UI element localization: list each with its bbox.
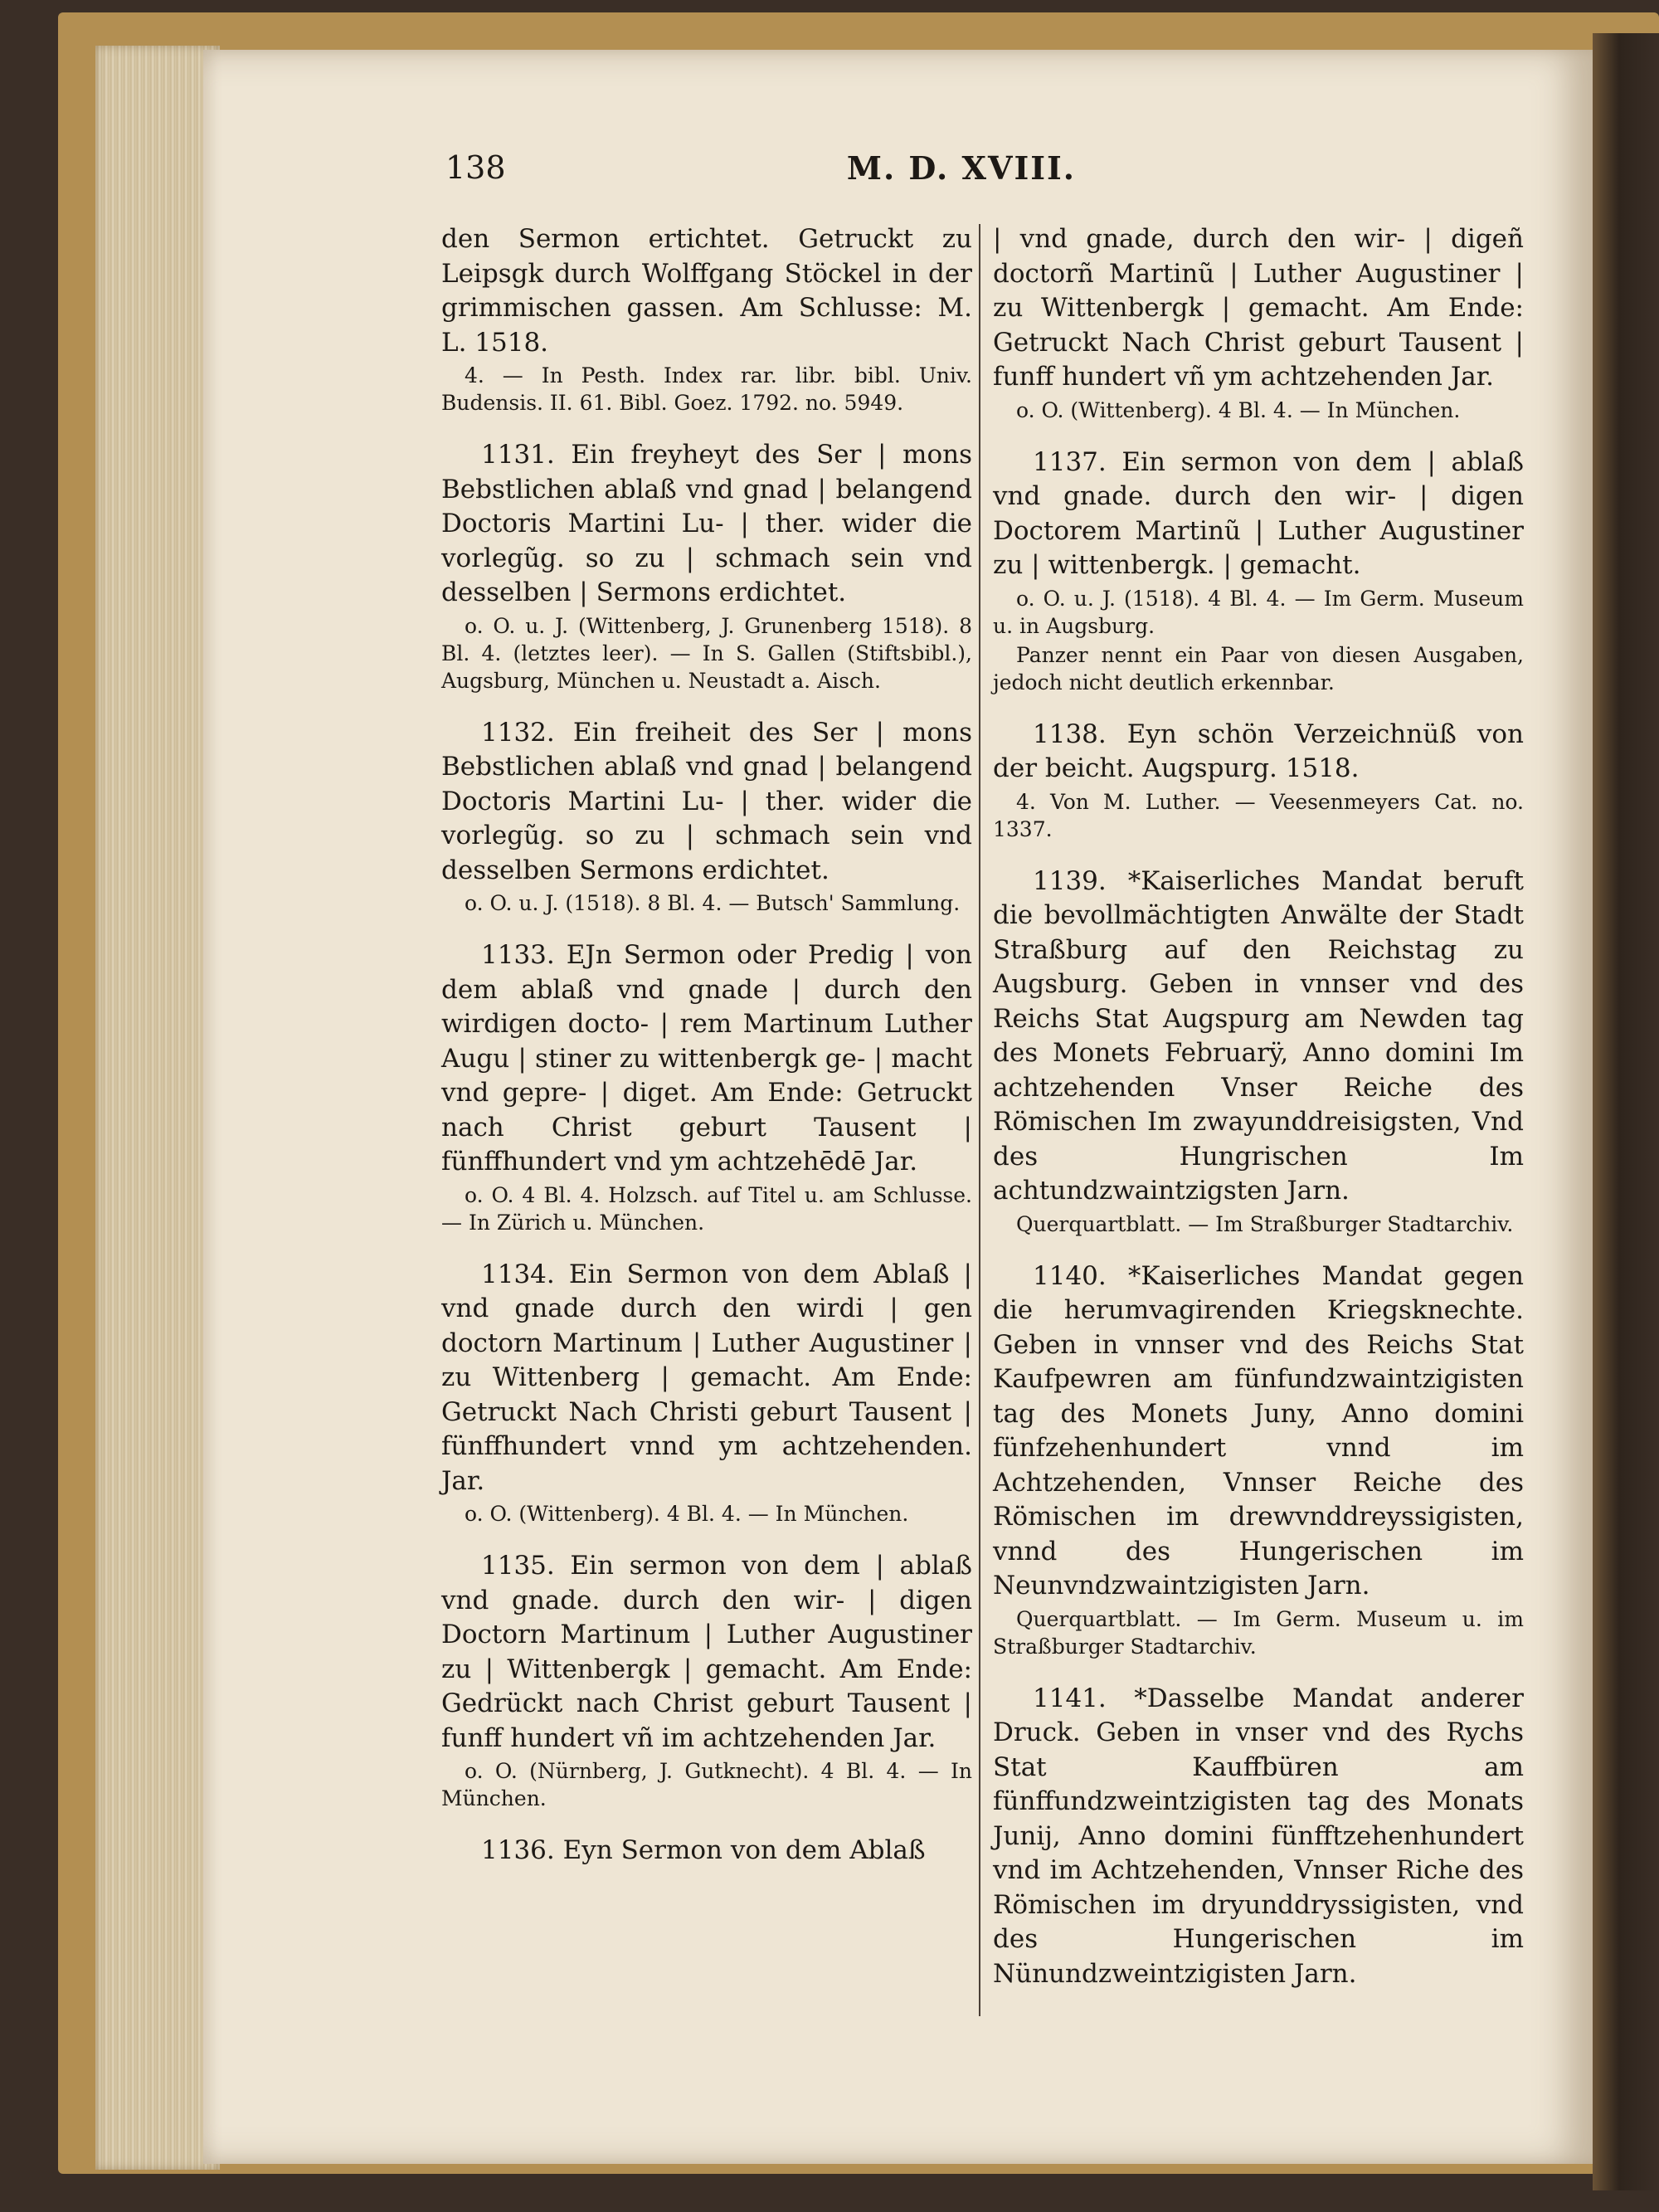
entry-note: o. O. (Nürnberg, J. Gutknecht). 4 Bl. 4. — In München. — [441, 1759, 972, 1810]
entry-1139 — [993, 865, 1524, 1238]
entry-note: Querquartblatt. — Im Germ. Museum u. im Straßburger Stadtarchiv. — [993, 1606, 1524, 1659]
entry-text: 1136. Eyn Sermon von dem Ablaß — [481, 1835, 926, 1865]
entry-note: 4. Von M. Luther. — Veesenmeyers Cat. no. 1337. — [993, 789, 1524, 841]
entry-1136 — [441, 1834, 972, 1869]
entry-text: 1132. Ein freiheit des Ser | mons Bebstlichen ablaß vnd gnad | belangend Doctoris Martini Lu- | ther. wider die vorlegũg. so zu | schmach sein vnd desselben Sermons erdichtet. — [441, 717, 972, 885]
entry-1136-end — [993, 222, 1524, 424]
entry-text: den Sermon ertichtet. Getruckt zu Leipsgk durch Wolffgang Stöckel in der grimmischen gassen. Am Schlusse: M. L. 1518. — [441, 224, 972, 358]
entry-text: 1137. Ein sermon von dem | ablaß vnd gnade. durch den wir- | digen Doctorem Martinũ | Luther Augustiner zu | wittenbergk. | gemacht. — [993, 446, 1524, 580]
entry-1131 — [441, 438, 972, 694]
entry-note: o. O. (Wittenberg). 4 Bl. 4. — In München. — [1016, 397, 1461, 422]
entry-1134 — [441, 1258, 972, 1528]
entry-note: Panzer nennt ein Paar von diesen Ausgaben, jedoch nicht deutlich erkennbar. — [993, 642, 1524, 694]
entry-1138 — [993, 718, 1524, 843]
running-title: M. D. XVIII. — [846, 149, 1076, 187]
page-edges — [95, 46, 220, 2170]
page-header — [445, 149, 1076, 199]
entry-1137 — [993, 446, 1524, 696]
entry-1141 — [993, 1682, 1524, 1992]
column-divider — [979, 224, 980, 2016]
entry-note: o. O. (Wittenberg). 4 Bl. 4. — In München. — [465, 1502, 909, 1526]
entry-1135 — [441, 1549, 972, 1812]
entry-note: o. O. u. J. (1518). 4 Bl. 4. — Im Germ. Museum u. in Augsburg. — [993, 586, 1524, 638]
entry-text: 1140. *Kaiserliches Mandat gegen die herumvagirenden Kriegsknechte. Geben in vnnser vnd des Reichs Stat Kaufpewren am fünfundzwaintzigisten tag des Monets Juny, Anno domini fünfzehenhundert vnnd im Achtzehenden, Vnnser Reiche des Römischen im drewvnddreyssigisten, vnnd des Hungerischen im Neunvndzwaintzigisten Jarn. — [993, 1260, 1524, 1601]
entry-text: 1135. Ein sermon von dem | ablaß vnd gnade. durch den wir- | digen Doctorn Martinum | Luther Augustiner zu | Wittenbergk | gemacht. Am Ende: Gedrückt nach Christ geburt Tausent | funff hundert vñ im achtzehenden Jar. — [441, 1551, 972, 1753]
entry-1133 — [441, 938, 972, 1236]
entry-text: 1133. EJn Sermon oder Predig | von dem ablaß vnd gnade | durch den wirdigen docto- | rem Martinum Luther Augu | stiner zu wittenbergk ge- | macht vnd gepre- | diget. Am Ende: Getruckt nach Christ geburt Tausent | fünffhundert vnd ym achtzehēdē Jar. — [441, 940, 972, 1177]
entry-text: | vnd gnade, durch den wir- | digeñ doctorñ Martinũ | Luther Augustiner | zu Wittenbergk | gemacht. Am Ende: Getruckt Nach Christ geburt Tausent | funff hundert vñ ym achtzehenden Jar. — [993, 224, 1524, 392]
right-column — [993, 222, 1524, 2013]
left-column — [441, 222, 972, 1890]
entry-note: Querquartblatt. — Im Straßburger Stadtarchiv. — [1016, 1211, 1514, 1236]
entry-note: o. O. u. J. (Wittenberg, J. Grunenberg 1518). 8 Bl. 4. (letztes leer). — In S. Gallen (Stiftsbibl.), Augsburg, München u. Neustadt a. Aisch. — [441, 613, 972, 693]
entry-text: 1141. *Dasselbe Mandat anderer Druck. Geben in vnser vnd des Rychs Stat Kauffbüren am fünffundzweintzigisten tag des Monats Junij, Anno domini fünfftzehenhundert vnd im Achtzehenden, Vnnser Riche des Römischen im dryunddryssigisten, vnd des Hungerischen im Nünundzweintzigisten Jarn. — [993, 1683, 1524, 1989]
entry-text: 1134. Ein Sermon von dem Ablaß | vnd gnade durch den wirdi | gen doctorn Martinum | Luther Augustiner | zu Wittenberg | gemacht. Am Ende: Getruckt Nach Christi geburt Tausent | fünffhundert vnnd ym achtzehenden. Jar. — [441, 1259, 972, 1496]
entry-1132 — [441, 716, 972, 918]
book-gutter — [1593, 33, 1659, 2190]
entry-note: o. O. 4 Bl. 4. Holzsch. auf Titel u. am Schlusse. — In Zürich u. München. — [441, 1182, 972, 1235]
page-number: 138 — [445, 149, 506, 186]
entry-text: 1139. *Kaiserliches Mandat beruft die bevollmächtigten Anwälte der Stadt Straßburg auf den Reichstag zu Augsburg. Geben in vnnser vnd des Reichs Stat Augspurg am Newden tag des Monets Februarÿ, Anno domini Im achtzehenden Vnser Reiche des Römischen Im zwayunddreisigsten, Vnd des Hungrischen Im achtundzwaintzigsten Jarn. — [993, 865, 1524, 1206]
entry-note: 4. — In Pesth. Index rar. libr. bibl. Univ. Budensis. II. 61. Bibl. Goez. 1792. no. 5949. — [441, 363, 972, 415]
entry-text: 1138. Eyn schön Verzeichnüß von der beicht. Augspurg. 1518. — [993, 719, 1524, 783]
entry-text: 1131. Ein freyheyt des Ser | mons Bebstlichen ablaß vnd gnad | belangend Doctoris Martini Lu- | ther. wider die vorlegũg. so zu | schmach sein vnd desselben | Sermons erdichtet. — [441, 440, 972, 607]
entry-note: o. O. u. J. (1518). 8 Bl. 4. — Butsch' Sammlung. — [465, 891, 961, 915]
entry-1130-end — [441, 222, 972, 417]
entry-1140 — [993, 1259, 1524, 1660]
